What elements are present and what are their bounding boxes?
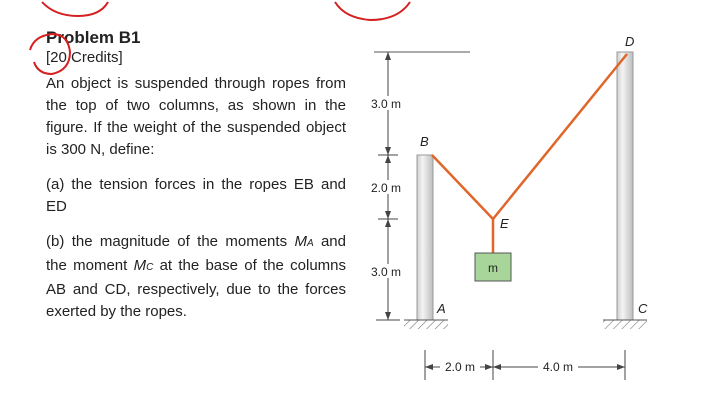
dim-arrow-e-up	[385, 211, 391, 219]
dim-label-horizontal-1: 2.0 m	[444, 360, 476, 374]
hdim-arrow-mid-left	[485, 364, 493, 370]
point-label-d: D	[625, 34, 635, 49]
hdim-arrow-mid-right	[493, 364, 501, 370]
rope-ed	[493, 54, 627, 219]
column-ab	[417, 155, 433, 320]
hdim-arrow-left	[425, 364, 433, 370]
dim-label-vertical-3: 3.0 m	[370, 265, 402, 279]
dim-label-vertical-2: 2.0 m	[370, 181, 402, 195]
point-label-e: E	[500, 216, 509, 231]
moment-symbol-a: M	[294, 233, 307, 250]
annotation-arc-top-left	[42, 2, 108, 16]
ground-hatch-c	[603, 320, 647, 329]
dim-arrow-b-up	[385, 147, 391, 155]
point-label-b: B	[420, 134, 429, 149]
dim-label-horizontal-2: 4.0 m	[542, 360, 574, 374]
moment-subscript-c: C	[146, 262, 154, 273]
moment-subscript-a: A	[306, 238, 314, 249]
problem-title: Problem B1	[46, 28, 141, 47]
point-label-a: A	[437, 301, 446, 316]
hdim-arrow-right	[617, 364, 625, 370]
part-b-text-3: at the base of the columns AB and CD, respectively, due to the forces exerted by the ropes.	[46, 257, 346, 320]
rope-eb	[432, 155, 493, 219]
dim-arrow-top	[385, 52, 391, 60]
problem-intro: An object is suspended through ropes from the top of two columns, as shown in the figure. If the weight of the suspended object is 300 N, define:	[46, 75, 346, 158]
ground-hatch-a	[404, 320, 448, 329]
part-b-text-1: (b) the magnitude of the moments	[46, 233, 295, 250]
red-annotation-marks	[30, 2, 410, 74]
dim-arrow-e-down	[385, 219, 391, 227]
dim-label-vertical-1: 3.0 m	[370, 97, 402, 111]
annotation-circle-credits	[30, 34, 70, 74]
dim-arrow-b-down	[385, 155, 391, 163]
mass-label: m	[488, 261, 498, 275]
point-label-c: C	[638, 301, 648, 316]
part-b-text-2: and the moment	[46, 233, 346, 274]
dim-arrow-bottom	[385, 312, 391, 320]
problem-credits: [20 Credits]	[46, 49, 123, 66]
column-cd	[617, 52, 633, 320]
annotation-arc-top-center	[335, 2, 410, 20]
moment-symbol-c: M	[133, 257, 147, 274]
question-part-a: (a) the tension forces in the ropes EB and ED	[46, 176, 346, 215]
